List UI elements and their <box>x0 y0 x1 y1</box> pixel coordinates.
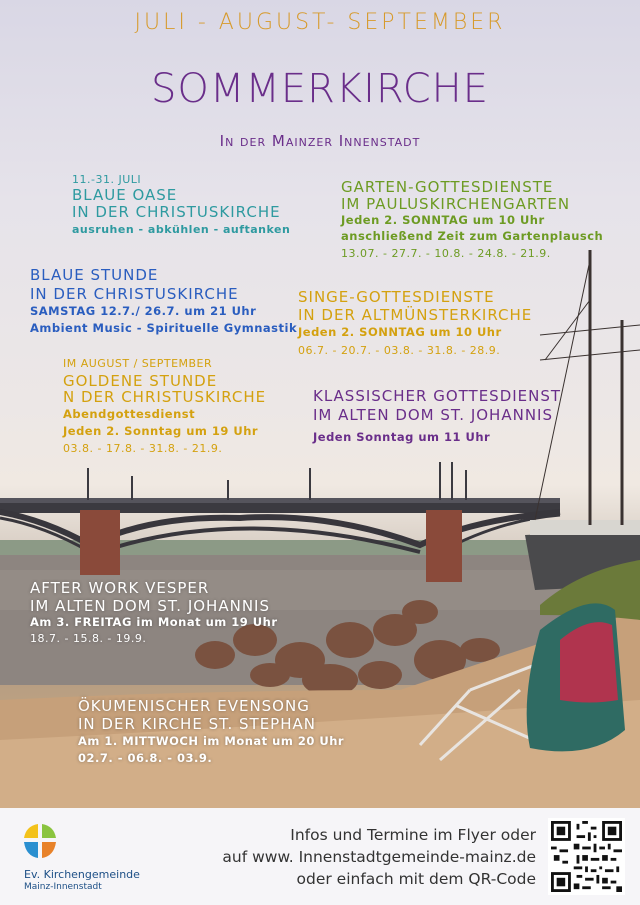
goldene-title: GOLDENE STUNDE <box>63 372 218 390</box>
blaue-oase-date: 11.-31. JULI <box>72 173 142 186</box>
goldene-date: IM AUGUST / SEPTEMBER <box>63 357 213 370</box>
goldene-location: N DER CHRISTUSKIRCHE <box>63 388 267 406</box>
garten-location: IM PAULUSKIRCHENGARTEN <box>341 195 571 213</box>
after-work-location: IM ALTEN DOM ST. JOHANNIS <box>30 597 270 615</box>
footer <box>0 808 640 905</box>
garten-time: Jeden 2. SONNTAG um 10 Uhr <box>341 213 545 227</box>
blaue-oase-location: IN DER CHRISTUSKIRCHE <box>72 203 281 221</box>
goldene-type: Abendgottesdienst <box>63 407 196 421</box>
blaue-stunde-time: SAMSTAG 12.7./ 26.7. um 21 Uhr <box>30 304 257 318</box>
garten-title: GARTEN-GOTTESDIENSTE <box>341 178 554 196</box>
church-cross-logo-icon <box>20 822 60 862</box>
goldene-dates: 03.8. - 17.8. - 31.8. - 21.9. <box>63 442 223 455</box>
klassisch-time: Jeden Sonntag um 11 Uhr <box>313 430 491 444</box>
goldene-time: Jeden 2. Sonntag um 19 Uhr <box>63 424 259 438</box>
singe-title: SINGE-GOTTESDIENSTE <box>298 288 495 306</box>
footer-info-line-3: oder einfach mit dem QR-Code <box>296 870 536 888</box>
footer-info-line-2[interactable]: auf www. Innenstadtgemeinde-mainz.de <box>222 848 536 866</box>
blaue-stunde-detail: Ambient Music - Spirituelle Gymnastik <box>30 321 298 335</box>
evensong-title: ÖKUMENISCHER EVENSONG <box>78 697 310 715</box>
evensong-dates: 02.7. - 06.8. - 03.9. <box>78 751 213 765</box>
garten-note: anschließend Zeit zum Gartenplausch <box>341 229 604 243</box>
klassisch-location: IM ALTEN DOM ST. JOHANNIS <box>313 406 553 424</box>
after-work-time: Am 3. FREITAG im Monat um 19 Uhr <box>30 615 278 629</box>
klassisch-title: KLASSISCHER GOTTESDIENST <box>313 387 562 405</box>
page-title: SOMMERKIRCHE <box>150 66 490 112</box>
singe-location: IN DER ALTMÜNSTERKIRCHE <box>298 306 533 324</box>
page-subtitle: In der Mainzer Innenstadt <box>219 132 421 150</box>
evensong-time: Am 1. MITTWOCH im Monat um 20 Uhr <box>78 734 345 748</box>
blaue-stunde-location: IN DER CHRISTUSKIRCHE <box>30 285 239 303</box>
after-work-title: AFTER WORK VESPER <box>30 579 210 597</box>
blaue-stunde-title: BLAUE STUNDE <box>30 266 159 284</box>
evensong-location: IN DER KIRCHE ST. STEPHAN <box>78 715 316 733</box>
blaue-oase-detail: ausruhen - abkühlen - auftanken <box>72 223 291 236</box>
logo-line-1: Ev. Kirchengemeinde <box>24 868 140 881</box>
garten-dates: 13.07. - 27.7. - 10.8. - 24.8. - 21.9. <box>341 247 551 260</box>
blaue-oase-title: BLAUE OASE <box>72 186 178 204</box>
logo-line-2: Mainz-Innenstadt <box>24 882 102 892</box>
singe-time: Jeden 2. SONNTAG um 10 Uhr <box>298 325 502 339</box>
logo-text <box>24 868 140 894</box>
qr-code-icon[interactable] <box>548 818 625 895</box>
footer-info-line-1: Infos und Termine im Flyer oder <box>290 826 536 844</box>
months-heading: JULI - AUGUST- SEPTEMBER <box>134 10 506 35</box>
footer-info <box>222 824 536 890</box>
after-work-dates: 18.7. - 15.8. - 19.9. <box>30 632 147 645</box>
singe-dates: 06.7. - 20.7. - 03.8. - 31.8. - 28.9. <box>298 344 501 357</box>
